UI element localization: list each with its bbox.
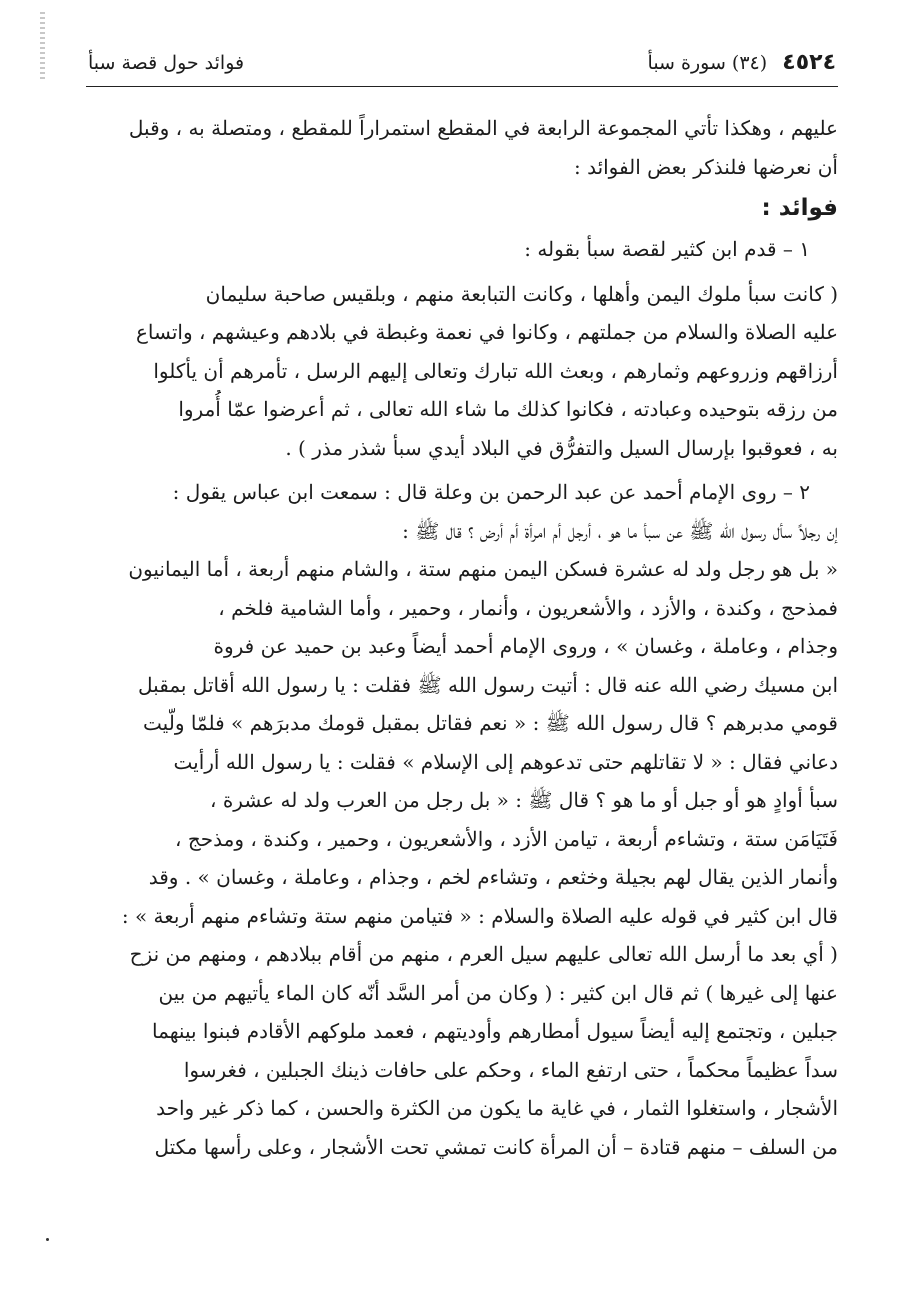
item-2-line: إن رجلاً سأل رسول الله ﷺ عن سبأ ما هو ، أرجل أم امرأة أم أرض ؟ قال ﷺ : (402, 518, 838, 543)
item-2-line: وأنمار الذين يقال لهم بجيلة وخثعم ، وتشاءم لخم ، وجذام ، وعاملة ، وغسان » . وقد (148, 865, 838, 889)
item-1-title: ١ – قدم ابن كثير لقصة سبأ بقوله : (524, 237, 810, 261)
quote-line: ( كانت سبأ ملوك اليمن وأهلها ، وكانت التبابعة منهم ، وبلقيس صاحبة سليمان (205, 281, 838, 306)
quote-line: أرزاقهم وزروعهم وثمارهم ، وبعث الله تبارك وتعالى إليهم الرسل ، تأمرهم أن يأكلوا (153, 358, 838, 383)
running-title: فوائد حول قصة سبأ (88, 52, 245, 74)
book-page (86, 50, 838, 1166)
page-header (86, 50, 838, 87)
item-2-line: قومي مدبرهم ؟ قال رسول الله ﷺ : « نعم فقاتل بمقبل قومك مدبرَهم » فلمّا ولّيت (143, 711, 838, 735)
text-line: أن نعرضها فلنذكر بعض الفوائد : (573, 154, 838, 179)
quote-line: من رزقه بتوحيده وعبادته ، فكانوا كذلك ما شاء الله تعالى ، ثم أعرضوا عمّا أُمروا (178, 397, 838, 421)
item-2-line: « بل هو رجل ولد له عشرة فسكن اليمن منهم ستة ، والشام منهم أربعة ، أما اليمانيون (128, 557, 838, 581)
margin-dot (46, 1238, 49, 1241)
item-2-line: جبلين ، وتجتمع إليه أيضاً سيول أمطارهم وأوديتهم ، فعمد ملوكهم الأقادم فبنوا بينهما (152, 1019, 838, 1043)
item-2-line: سبأ أوادٍ هو أو جبل أو ما هو ؟ قال ﷺ : « بل رجل من العرب ولد له عشرة ، (210, 788, 838, 812)
item-2-line: فمذحج ، وكندة ، والأزد ، والأشعريون ، وأنمار ، وحمير ، وأما الشامية فلخم ، (218, 595, 838, 620)
item-2-line: فَتَيَامَن ستة ، وتشاءم أربعة ، تيامن الأزد ، والأشعريون ، وحمير ، وكندة ، ومذحج ، (175, 826, 838, 851)
item-2-line: سداً عظيماً محكماً ، حتى ارتفع الماء ، وحكم على حافات ذينك الجبلين ، فغرسوا (183, 1057, 838, 1082)
item-2-line: ابن مسيك رضي الله عنه قال : أتيت رسول الله ﷺ فقلت : يا رسول الله أقاتل بمقبل (138, 672, 838, 697)
item-2-line: من السلف – منهم قتادة – أن المرأة كانت تمشي تحت الأشجار ، وعلى رأسها مكتل (154, 1134, 838, 1159)
quote-line: عليه الصلاة والسلام من جملتهم ، وكانوا في نعمة وغبطة في بلادهم وعيشهم ، واتساع (135, 320, 838, 344)
header-right (648, 50, 836, 75)
item-2-line: وجذام ، وعاملة ، وغسان » ، وروى الإمام أحمد أيضاً وعبد بن حميد عن فروة (213, 634, 838, 658)
page-number: ٤٥٢٤ (782, 50, 836, 75)
item-2-line: عنها إلى غيرها ) ثم قال ابن كثير : ( وكان من أمر السَّد أنّه كان الماء يأتيهم من بين (158, 980, 838, 1005)
page-body (86, 109, 838, 1166)
item-2-line: قال ابن كثير في قوله عليه الصلاة والسلام : « فتيامن منهم ستة وتشاءم منهم أربعة » : (121, 903, 838, 928)
item-2-line: دعاني فقال : « لا تقاتلهم حتى تدعوهم إلى الإسلام » فقلت : يا رسول الله أرأيت (173, 749, 838, 774)
item-2-line: ( أي بعد ما أرسل الله تعالى عليهم سيل العرم ، منهم من أقام ببلادهم ، ومنهم من نزح (129, 942, 838, 966)
item-2-line: الأشجار ، واستغلوا الثمار ، في غاية ما يكون من الكثرة والحسن ، كما ذكر غير واحد (156, 1096, 838, 1120)
chapter-title: (٣٤) سورة سبأ (647, 52, 768, 74)
scan-artifact (40, 12, 45, 82)
section-heading: فوائد : (761, 195, 838, 221)
item-2-line: ٢ – روى الإمام أحمد عن عبد الرحمن بن وعلة قال : سمعت ابن عباس يقول : (172, 480, 810, 504)
quote-line: به ، فعوقبوا بإرسال السيل والتفرُّق في البلاد أيدي سبأ شذر مذر ) . (285, 435, 838, 460)
text-line: عليهم ، وهكذا تأتي المجموعة الرابعة في المقطع استمراراً للمقطع ، ومتصلة به ، وقبل (128, 116, 838, 140)
